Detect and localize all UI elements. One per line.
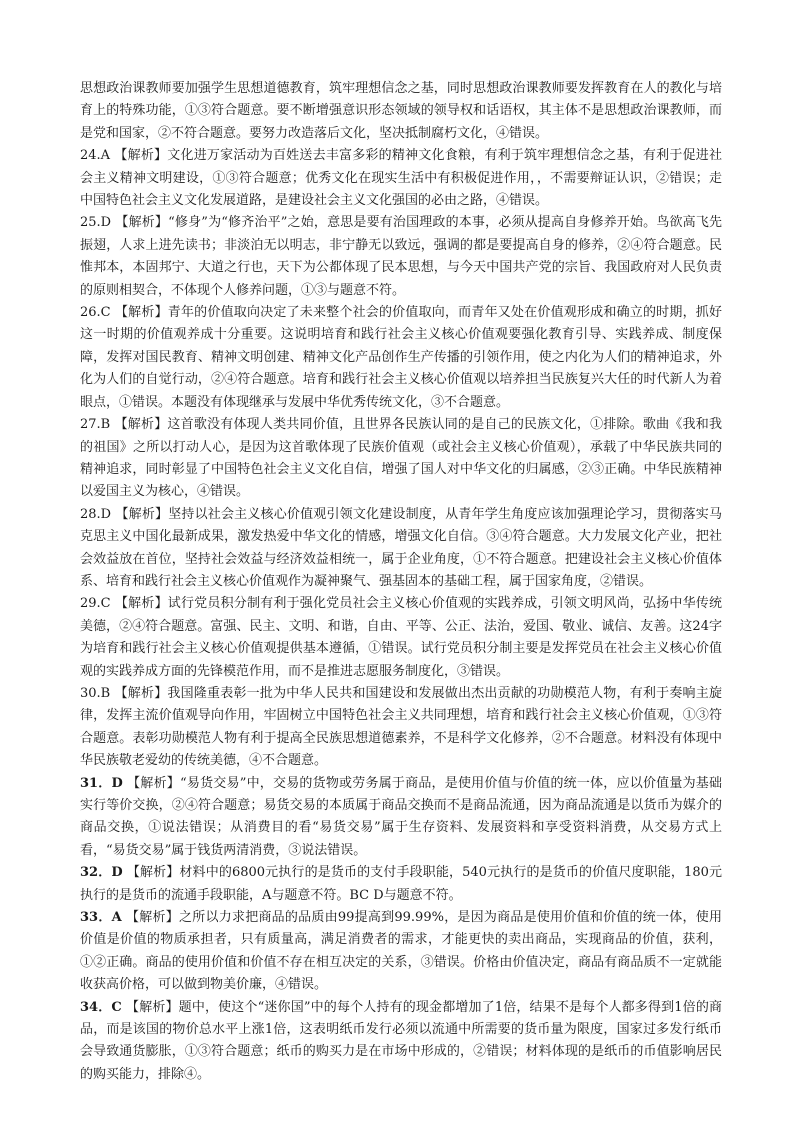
explanation-text: 【解析】青年的价值取向决定了未来整个社会的价值取向，而青年又处在价值观形成和确立的时期，抓好这一时期的价值观养成十分重要。这说明培育和践行社会主义核心价值观要强化教育引导、实践养成、制度保障，发挥对国民教育、精神文明创建、精神文化产品创作生产传播的引领作用，使之内化为人们的精神追求，外化为人们的自觉行动，②④符合题意。培育和践行社会主义核心价值观以培养担当民族复兴大任的时代新人为着眼点，①错误。本题没有体现继承与发展中华优秀传统文化，③不合题意。 [80,305,722,410]
question-number: 25.D [80,215,112,231]
explanation-text: 【解析】文化进万家活动为百姓送去丰富多彩的精神文化食粮，有利于筑牢理想信念之基，有利于促进社会主义精神文明建设，①③符合题意；优秀文化在现实生活中有积极促进作用，，不需要辩证认识，②错误；走中国特色社会主义文化发展道路，是建设社会主义文化强国的必由之路，④错误。 [80,148,722,209]
question-number: 32．D [80,865,123,881]
answer-paragraph [80,78,722,145]
explanation-text: 思想政治课教师要加强学生思想道德教育，筑牢理想信念之基，同时思想政治课教师要发挥教育在人的教化与培育上的特殊功能，①③符合题意。要不断增强意识形态领域的领导权和话语权，其主体不是思想政治课教师，而是党和国家，②不符合题意。要努力改造落后文化，坚决抵制腐朽文化，④错误。 [80,81,722,141]
question-number: 26.C [80,305,111,321]
explanation-text: 【解析】坚持以社会主义核心价值观引领文化建设制度，从青年学生角度应该加强理论学习，贯彻落实马克思主义中国化最新成果，激发热爱中华文化的情感，增强文化自信。③④符合题意。大力发展文化产业，把社会效益放在首位，坚持社会效益与经济效益相统一，属于企业角度，①不符合题意。把建设社会主义核心价值体系、培育和践行社会主义核心价值观作为凝神聚气、强基固本的基础工程，属于国家角度，②错误。 [80,506,722,589]
explanation-text: 【解析】材料中的6800元执行的是货币的支付手段职能，540元执行的是货币的价值尺度职能，180元执行的是货币的流通手段职能，A与题意不符。BC D与题意不符。 [80,865,722,903]
question-number: 24.A [80,148,111,164]
question-number: 29.C [80,596,111,612]
answer-paragraph [80,414,722,504]
explanation-text: 【解析】“易货交易”中，交易的货物或劳务属于商品，是使用价值与价值的统一体，应以价值量为基础实行等价交换，②④符合题意；易货交易的本质属于商品交换而不是商品流通，因为商品流通是以货币为媒介的商品交换，①说法错误；从消费目的看“易货交易”属于生存资料、发展资料和享受资料消费，从交易方式上看，“易货交易”属于钱货两清消费，③说法错误。 [80,775,722,858]
question-number: 31．D [80,775,123,791]
answer-paragraph [80,683,722,773]
answer-paragraph [80,862,722,907]
answer-paragraph [80,907,722,997]
answer-paragraph [80,997,722,1087]
answer-paragraph [80,302,722,414]
answer-paragraph [80,593,722,683]
explanation-text: 【解析】试行党员积分制有利于强化党员社会主义核心价值观的实践养成，引领文明风尚，弘扬中华传统美德，②④符合题意。富强、民主、文明、和谐，自由、平等、公正、法治，爱国、敬业、诚信、友善。这24字为培育和践行社会主义核心价值观提供基本遵循，①错误。试行党员积分制主要是发挥党员在社会主义核心价值观的实践养成方面的先锋模范作用，而不是推进志愿服务制度化，③错误。 [80,596,722,679]
explanation-text: 【解析】我国隆重表彰一批为中华人民共和国建设和发展做出杰出贡献的功勋模范人物，有利于奏响主旋律，发挥主流价值观导向作用，牢固树立中国特色社会主义共同理想，培育和践行社会主义核心价值观，①③符合题意。表彰功勋模范人物有利于提高全民族思想道德素养，不是科学文化修养，②不合题意。材料没有体现中华民族敬老爱幼的传统美德，④不合题意。 [80,685,722,769]
explanation-text: 【解析】题中，使这个“迷你国”中的每个人持有的现金都增加了1倍，结果不是每个人都多得到1倍的商品，而是该国的物价总水平上涨1倍，这表明纸币发行必须以流通中所需要的货币量为限度，国家过多发行纸币会导致通货膨胀，①③符合题意；纸币的购买力是在市场中形成的，②错误；材料体现的是纸币的币值影响居民的购买能力，排除④。 [80,999,722,1082]
answer-paragraph [80,773,722,863]
explanation-text: 【解析】之所以力求把商品的品质由99提高到99.99%，是因为商品是使用价值和价值的统一体，使用价值是价值的物质承担者，只有质量高，满足消费者的需求，才能更快的卖出商品，实现商品的价值，获利，①②正确。商品的使用价值和价值不存在相互决定的关系，③错误。价格由价值决定，商品有商品质不一定就能收获高价格，可以做到物美价廉，④错误。 [80,910,722,993]
answer-paragraph [80,504,722,594]
explanation-text: 【解析】这首歌没有体现人类共同价值，且世界各民族认同的是自己的民族文化，①排除。歌曲《我和我的祖国》之所以打动人心，是因为这首歌体现了民族价值观（或社会主义核心价值观），承载了中华民族共同的精神追求，同时彰显了中国特色社会主义文化自信，增强了国人对中华文化的归属感，②③正确。中华民族精神以爱国主义为核心，④错误。 [80,417,722,500]
question-number: 30.B [80,685,111,701]
explanation-text: 【解析】“修身”为“修齐治平”之始，意思是要有治国理政的本事，必须从提高自身修养开始。鸟欲高飞先振翅，人求上进先读书；非淡泊无以明志，非宁静无以致远，强调的都是要提高自身的修养，②④符合题意。民惟邦本，本固邦宁、大道之行也，天下为公都体现了民本思想，与今天中国共产党的宗旨、我国政府对人民负责的原则相契合，不体现个人修养问题，①③与题意不符。 [80,215,722,298]
answer-paragraph [80,212,722,302]
question-number: 33．A [80,910,122,926]
question-number: 34．C [80,999,122,1015]
question-number: 28.D [80,506,112,522]
answer-paragraph [80,145,722,212]
question-number: 27.B [80,417,111,433]
